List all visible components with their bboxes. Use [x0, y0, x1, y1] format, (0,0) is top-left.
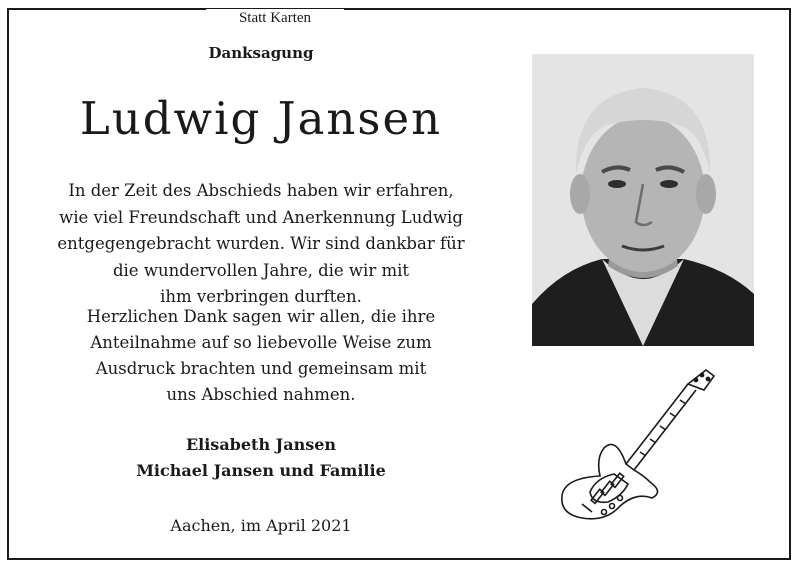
guitar-icon — [556, 366, 726, 526]
thanks-paragraph-1 — [40, 178, 482, 311]
portrait-photo — [532, 54, 754, 346]
notice-heading: Danksagung — [208, 44, 314, 62]
signatory: Elisabeth Jansen — [185, 435, 337, 454]
place-date: Aachen, im April 2021 — [170, 516, 352, 535]
thanks-paragraph-2 — [40, 304, 482, 408]
text-line: In der Zeit des Abschieds haben wir erfahren, — [68, 181, 454, 200]
text-line: Anteilnahme auf so liebevolle Weise zum — [90, 333, 432, 352]
text-line: die wundervollen Jahre, die wir mit — [112, 260, 410, 280]
text-line: wie viel Freundschaft und Anerkennung Ludwig — [59, 207, 463, 227]
text-line: uns Abschied nahmen. — [166, 385, 356, 404]
deceased-name: Ludwig Jansen — [79, 92, 443, 145]
text-line: Ausdruck brachten und gemeinsam mit — [95, 359, 427, 378]
header-label: Statt Karten — [206, 9, 344, 27]
signatory: Michael Jansen und Familie — [136, 461, 386, 480]
text-line: Herzlichen Dank sagen wir allen, die ihre — [86, 307, 436, 326]
text-line: entgegengebracht wurden. Wir sind dankbar für — [57, 234, 465, 253]
signatories — [40, 432, 482, 484]
text-line: ihm verbringen durften. — [160, 287, 362, 306]
